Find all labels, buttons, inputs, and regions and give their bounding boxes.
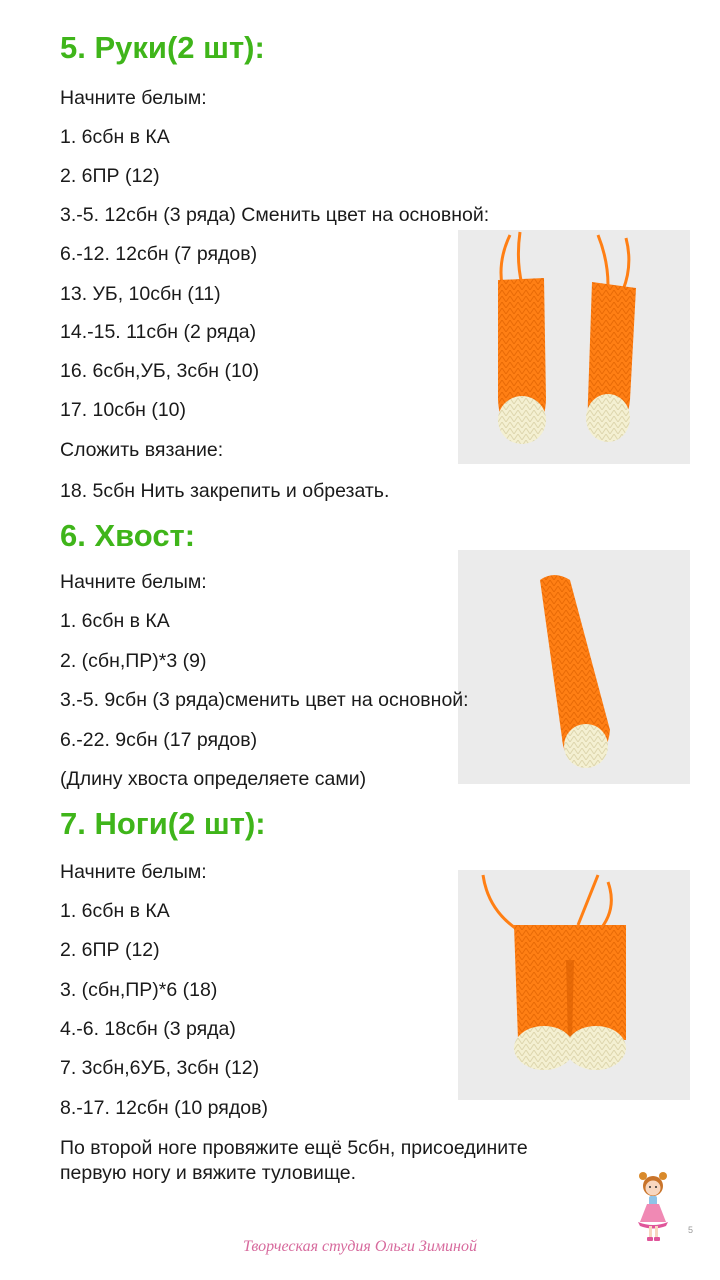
tail-line: 2. (сбн,ПР)*3 (9): [60, 650, 207, 672]
tail-line: Начните белым:: [60, 571, 207, 593]
tail-line: 3.-5. 9сбн (3 ряда)сменить цвет на основной:: [60, 689, 469, 711]
legs-line: Начните белым:: [60, 861, 207, 883]
legs-line: 7. 3сбн,6УБ, 3сбн (12): [60, 1057, 260, 1079]
section-title-tail: 6. Хвост:: [60, 518, 196, 553]
arms-line: 2. 6ПР (12): [60, 165, 160, 187]
arms-line: 6.-12. 12сбн (7 рядов): [60, 243, 258, 265]
arms-line: 13. УБ, 10сбн (11): [60, 283, 221, 305]
legs-line: 8.-17. 12сбн (10 рядов): [60, 1097, 268, 1119]
page-number: 5: [688, 1225, 694, 1235]
arms-line: 1. 6сбн в КА: [60, 126, 170, 148]
arms-line: 16. 6сбн,УБ, 3сбн (10): [60, 360, 260, 382]
arms-line: 17. 10сбн (10): [60, 399, 186, 421]
legs-line: первую ногу и вяжите туловище.: [60, 1162, 357, 1184]
section-title-arms: 5. Руки(2 шт):: [60, 30, 265, 65]
legs-line: 3. (сбн,ПР)*6 (18): [60, 979, 218, 1001]
legs-line: По второй ноге провяжите ещё 5сбн, присоедините: [60, 1137, 528, 1159]
legs-line: 1. 6сбн в КА: [60, 900, 170, 922]
tail-line: 1. 6сбн в КА: [60, 610, 170, 632]
arms-line: Начните белым:: [60, 87, 207, 109]
footer-studio-name: Творческая студия Ольги Зиминой: [243, 1238, 477, 1255]
section-title-legs: 7. Ноги(2 шт):: [60, 806, 266, 841]
arms-line: 14.-15. 11сбн (2 ряда): [60, 321, 257, 343]
arms-line: 18. 5сбн Нить закрепить и обрезать.: [60, 480, 390, 502]
arms-line: 3.-5. 12сбн (3 ряда) Сменить цвет на основной:: [60, 204, 490, 226]
arms-line: Сложить вязание:: [60, 439, 224, 461]
legs-line: 4.-6. 18сбн (3 ряда): [60, 1018, 236, 1040]
doll-illustration: [630, 1170, 676, 1246]
tail-line: (Длину хвоста определяете сами): [60, 768, 367, 790]
legs-line: 2. 6ПР (12): [60, 939, 160, 961]
tail-line: 6.-22. 9сбн (17 рядов): [60, 729, 258, 751]
